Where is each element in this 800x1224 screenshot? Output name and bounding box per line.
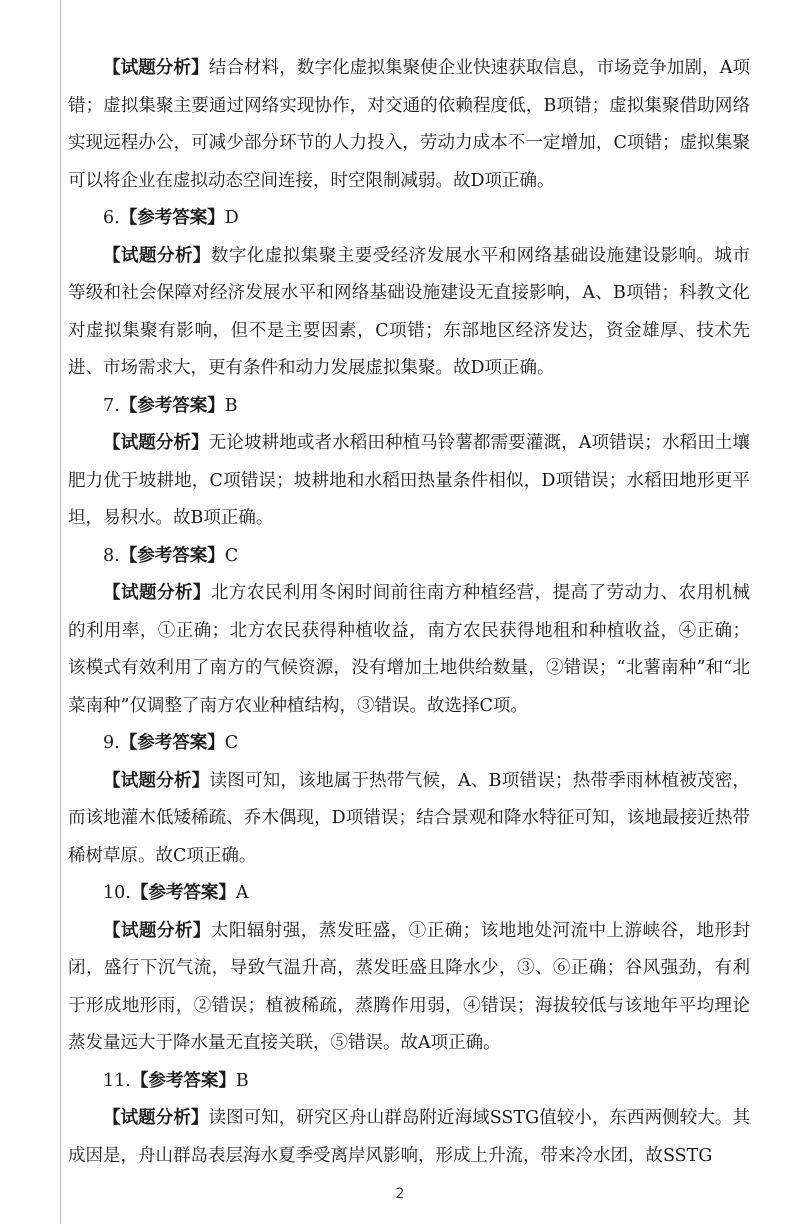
question-number: 9.: [103, 733, 120, 753]
answer-label: 【参考答案】: [119, 545, 225, 566]
answer-label: 【参考答案】: [119, 395, 225, 416]
analysis-label: 【试题分析】: [103, 245, 211, 266]
analysis-text: 太阳辐射强，蒸发旺盛，①正确；该地地处河流中上游峡谷，地形封闭，盛行下沉气流，导致气温升高，蒸发旺盛且降水少，③、⑥正确；谷风强劲，有利于形成地形雨，②错误；植被稀疏，蒸腾作用弱，④错误；海拔较低与该地年平均理论蒸发量远大于降水量无直接关联，⑤错误。故A项正确。: [68, 920, 751, 1053]
answer-line-10: [68, 875, 750, 913]
answer-line-7: [68, 388, 750, 426]
analysis-text: 结合材料，数字化虚拟集聚使企业快速获取信息，市场竞争加剧，A项错；虚拟集聚主要通过网络实现协作，对交通的依赖程度低，B项错；虚拟集聚借助网络实现远程办公，可减少部分环节的人力投入，劳动力成本不一定增加，C项错；虚拟集聚可以将企业在虚拟动态空间连接，时空限制减弱。故D项正确。: [68, 58, 751, 191]
question-number: 10.: [103, 883, 131, 903]
answer-value: D: [224, 208, 239, 228]
answer-label: 【参考答案】: [130, 883, 236, 903]
analysis-text: 读图可知，该地属于热带气候，A、B项错误；热带季雨林植被茂密，而该地灌木低矮稀疏、乔木偶现，D项错误；结合景观和降水特征可知，该地最接近热带稀树草原。故C项正确。: [68, 770, 750, 866]
left-margin-rule: [60, 0, 61, 1224]
analysis-text: 读图可知，研究区舟山群岛附近海域SSTG值较小，东西两侧较大。其成因是，舟山群岛表层海水夏季受离岸风影响，形成上升流，带来冷水团，故SSTG: [68, 1108, 751, 1166]
analysis-paragraph-9: [68, 763, 750, 876]
analysis-label: 【试题分析】: [103, 920, 211, 941]
analysis-text: 数字化虚拟集聚主要受经济发展水平和网络基础设施建设影响。城市等级和社会保障对经济发展水平和网络基础设施建设无直接影响，A、B项错；科教文化对虚拟集聚有影响，但不是主要因素，C项错；东部地区经济发达，资金雄厚、技术先进、市场需求大，更有条件和动力发展虚拟集聚。故D项正确。: [68, 245, 751, 378]
document-page: [68, 50, 750, 1175]
analysis-label: 【试题分析】: [103, 770, 210, 791]
answer-value: B: [235, 1070, 249, 1091]
answer-line-9: [68, 725, 750, 763]
analysis-label: 【试题分析】: [103, 1108, 209, 1128]
analysis-paragraph-11: [68, 1100, 750, 1175]
question-number: 8.: [103, 545, 120, 566]
analysis-text: 北方农民利用冬闲时间前往南方种植经营，提高了劳动力、农用机械的利用率，①正确；北方农民获得种植收益，南方农民获得地租和种植收益，④正确；该模式有效利用了南方的气候资源，没有增加土地供给数量，②错误；“北薯南种”和“北菜南种”仅调整了南方农业种植结构，③错误。故选择C项。: [68, 583, 751, 716]
answer-line-6: [68, 200, 750, 238]
answer-label: 【参考答案】: [130, 1070, 236, 1091]
answer-value: C: [224, 733, 239, 753]
analysis-paragraph-6: [68, 238, 750, 388]
question-number: 11.: [103, 1070, 131, 1091]
analysis-label: 【试题分析】: [103, 583, 211, 603]
answer-value: B: [224, 395, 238, 416]
answer-line-8: [68, 538, 750, 576]
answer-value: A: [235, 883, 249, 903]
analysis-paragraph-10: [68, 913, 750, 1063]
analysis-label: 【试题分析】: [103, 433, 209, 453]
analysis-paragraph-5: [68, 50, 750, 200]
analysis-label: 【试题分析】: [103, 58, 209, 78]
answer-line-11: [68, 1063, 750, 1101]
analysis-paragraph-8: [68, 575, 750, 725]
answer-label: 【参考答案】: [119, 733, 225, 753]
question-number: 7.: [103, 395, 120, 416]
question-number: 6.: [103, 208, 120, 228]
page-number: 2: [395, 1186, 405, 1202]
analysis-paragraph-7: [68, 425, 750, 538]
analysis-text: 无论坡耕地或者水稻田种植马铃薯都需要灌溉，A项错误；水稻田土壤肥力优于坡耕地，C项错误；坡耕地和水稻田热量条件相似，D项错误；水稻田地形更平坦，易积水。故B项正确。: [68, 433, 751, 528]
answer-label: 【参考答案】: [119, 208, 225, 228]
answer-value: C: [224, 545, 239, 566]
